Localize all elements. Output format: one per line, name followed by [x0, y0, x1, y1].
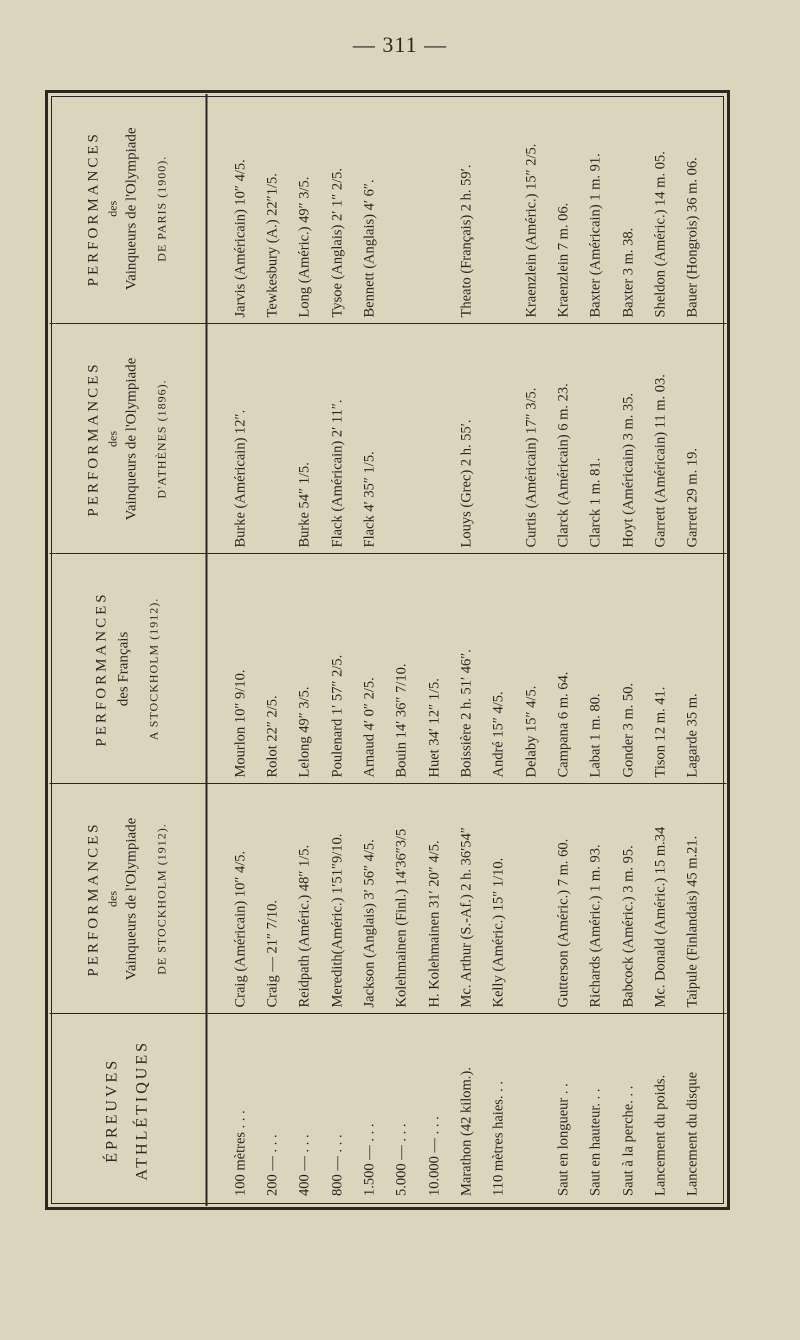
winner-1900-cell: Long (Améric.) 49″ 3/5. [296, 176, 313, 318]
winner-1896-cell: Garrett 29 m. 19. [677, 324, 709, 554]
table-row [515, 94, 547, 1206]
event-cell: Saut à la perche. . . [612, 1014, 644, 1206]
winner-1912-cell: Kelly (Améric.) 15″ 1/10. [483, 784, 515, 1014]
winner-1900-cell: Tysoe (Anglais) 2′ 1″ 2/5. [328, 167, 345, 318]
winner-1900-cell: Bennett (Anglais) 4′ 6″. [361, 179, 377, 318]
french-1912-cell: Lelong 49″ 3/5. [289, 554, 321, 784]
header-line: Vainqueurs de l'Olympiade [123, 817, 139, 981]
event-cell: Lancement du disque [677, 1014, 709, 1206]
header-epreuves [49, 1014, 206, 1206]
winner-1900-cell: Baxter (Américain) 1 m. 91. [587, 153, 604, 318]
winner-1896-cell [483, 324, 515, 554]
table-row [418, 94, 450, 1206]
header-place: DE STOCKHOLM (1912). [154, 823, 168, 975]
event-cell: Lancement du poids. [644, 1014, 676, 1206]
winner-1900-cell: Kraenzlein 7 m. 06. [555, 202, 572, 318]
event-cell: 1.500 — . . . [353, 1014, 385, 1206]
winner-1912-cell: Mc. Donald (Améric.) 15 m.34 [644, 784, 676, 1014]
header-place: A STOCKHOLM (1912). [146, 597, 160, 741]
french-1912-cell: Tison 12 m. 41. [644, 554, 676, 784]
winner-1896-cell: Clarck 1 m. 81. [580, 324, 612, 554]
winner-1900-cell: Theato (Français) 2 h. 59′. [458, 164, 475, 318]
winner-1900-cell [386, 94, 418, 324]
table-row [256, 94, 288, 1206]
french-1912-cell: Labat 1 m. 80. [580, 554, 612, 784]
event-cell [515, 1014, 547, 1206]
header-line: Vainqueurs de l'Olympiade [123, 127, 139, 291]
page-number: — 311 — [352, 32, 448, 57]
table-row [353, 94, 385, 1206]
winner-1912-cell: Gutterson (Améric.) 7 m. 60. [547, 784, 579, 1014]
header-winners-paris [49, 94, 206, 324]
header-place: D'ATHÈNES (1896). [154, 379, 168, 499]
winner-1896-cell: Burke (Américain) 12″. [224, 324, 256, 554]
event-cell: 800 — . . . [321, 1014, 353, 1206]
table-row [321, 94, 353, 1206]
event-cell: Marathon (42 kilom.). [450, 1014, 482, 1206]
winner-1912-cell: Richards (Améric.) 1 m. 93. [580, 784, 612, 1014]
french-1912-cell: Rolot 22″ 2/5. [256, 554, 288, 784]
winner-1900-cell: Baxter 3 m. 38. [619, 227, 636, 318]
winner-1896-cell: Flack (Américain) 2′ 11″. [321, 324, 353, 554]
winner-1896-cell [256, 324, 288, 554]
winner-1900-cell [483, 94, 515, 324]
header-place: DE PARIS (1900). [154, 155, 168, 262]
event-cell: 200 — . . . [256, 1014, 288, 1206]
rotated-table-container [49, 94, 726, 1206]
header-title: PERFORMANCES [93, 591, 109, 747]
header-french-stockholm [49, 554, 206, 784]
winner-1900-cell: Kraenzlein (Améric.) 15″ 2/5. [522, 143, 539, 318]
winner-1896-cell: Flack 4′ 35″ 1/5. [353, 324, 385, 554]
event-cell: 110 mètres haies. . . [483, 1014, 515, 1206]
winner-1896-cell [418, 324, 450, 554]
event-cell: 10.000 — . . . [418, 1014, 450, 1206]
winner-1912-cell: Kolehmainen (Finl.) 14′36″3/5 [386, 784, 418, 1014]
winner-1896-cell [386, 324, 418, 554]
header-row [49, 94, 206, 1206]
winner-1912-cell: Taipule (Finlandais) 45 m.21. [677, 784, 709, 1014]
table-row [289, 94, 321, 1206]
results-table-frame [45, 90, 730, 1210]
winner-1912-cell: Craig — 21″ 7/10. [256, 784, 288, 1014]
french-1912-cell: Huet 34′ 12″ 1/5. [418, 554, 450, 784]
header-des: des [105, 891, 119, 907]
spacer-row [206, 94, 224, 1206]
french-1912-cell: Arnaud 4′ 0″ 2/5. [353, 554, 385, 784]
french-1912-cell: Delaby 15″ 4/5. [515, 554, 547, 784]
winner-1900-cell [418, 94, 450, 324]
header-des: des Français [115, 631, 131, 707]
event-cell: 100 mètres . . . [224, 1014, 256, 1206]
event-cell: 5.000 — . . . [386, 1014, 418, 1206]
french-1912-cell: Boissière 2 h. 51′ 46″. [450, 554, 482, 784]
event-cell: 400 — . . . [289, 1014, 321, 1206]
french-1912-cell: Campana 6 m. 64. [547, 554, 579, 784]
winner-1900-cell: Bauer (Hongrois) 36 m. 06. [684, 157, 701, 318]
winner-1912-cell: Reidpath (Améric.) 48″ 1/5. [289, 784, 321, 1014]
header-winners-stockholm [49, 784, 206, 1014]
winner-1896-cell: Hoyt (Américain) 3 m. 35. [612, 324, 644, 554]
winner-1900-cell: Sheldon (Améric.) 14 m. 05. [652, 151, 669, 318]
french-1912-cell: Bouin 14′ 36″ 7/10. [386, 554, 418, 784]
table-row [386, 94, 418, 1206]
french-1912-cell: Lagarde 35 m. [677, 554, 709, 784]
winner-1900-cell: Tewkesbury (A.) 22″1/5. [263, 173, 280, 318]
table-row [677, 94, 709, 1206]
table-row [224, 94, 256, 1206]
header-epreuves-line1: ÉPREUVES [103, 1057, 120, 1163]
winner-1912-cell: Babcock (Améric.) 3 m. 95. [612, 784, 644, 1014]
table-row [580, 94, 612, 1206]
header-winners-athens [49, 324, 206, 554]
winner-1900-cell: Jarvis (Américain) 10″ 4/5. [231, 159, 248, 318]
winner-1896-cell: Garrett (Américain) 11 m. 03. [644, 324, 676, 554]
header-des: des [105, 431, 119, 447]
winner-1912-cell [515, 784, 547, 1014]
table-row [450, 94, 482, 1206]
winner-1896-cell: Clarck (Américain) 6 m. 23. [547, 324, 579, 554]
header-line: Vainqueurs de l'Olympiade [123, 357, 139, 521]
table-row [612, 94, 644, 1206]
header-title: PERFORMANCES [85, 131, 101, 287]
winner-1912-cell: Craig (Américain) 10″ 4/5. [224, 784, 256, 1014]
spacer-row [709, 94, 726, 1206]
winner-1912-cell: H. Kolehmainen 31′ 20″ 4/5. [418, 784, 450, 1014]
french-1912-cell: Poulenard 1′ 57″ 2/5. [321, 554, 353, 784]
olympic-performance-table [49, 94, 726, 1206]
event-cell: Saut en hauteur. . . [580, 1014, 612, 1206]
header-des: des [105, 200, 119, 217]
winner-1912-cell: Meredith(Améric.) 1′51″9/10. [321, 784, 353, 1014]
french-1912-cell: Mourlon 10″ 9/10. [224, 554, 256, 784]
winner-1912-cell: Mc. Arthur (S.-Af.) 2 h. 36′54″ [450, 784, 482, 1014]
french-1912-cell: André 15″ 4/5. [483, 554, 515, 784]
french-1912-cell: Gonder 3 m. 50. [612, 554, 644, 784]
table-row [547, 94, 579, 1206]
header-epreuves-line2: ATHLÉTIQUES [133, 1039, 150, 1181]
winner-1896-cell: Burke 54″ 1/5. [289, 324, 321, 554]
event-cell: Saut en longueur . . [547, 1014, 579, 1206]
table-row [644, 94, 676, 1206]
winner-1896-cell: Curtis (Américain) 17″ 3/5. [515, 324, 547, 554]
winner-1912-cell: Jackson (Anglais) 3′ 56″ 4/5. [353, 784, 385, 1014]
header-title: PERFORMANCES [85, 821, 101, 977]
header-title: PERFORMANCES [85, 361, 101, 517]
table-row [483, 94, 515, 1206]
winner-1896-cell: Louys (Grec) 2 h. 55′. [450, 324, 482, 554]
